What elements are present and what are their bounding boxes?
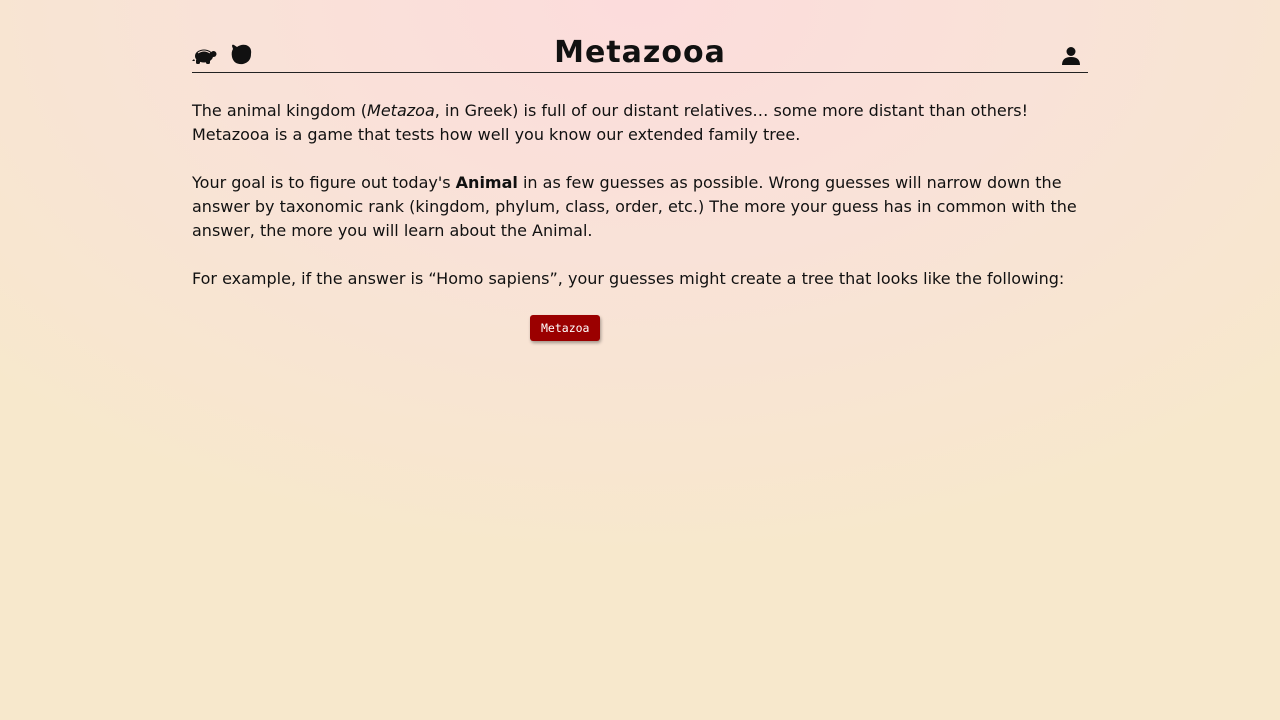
p2-text-after: in as few guesses as possible. Wrong guesses will narrow down the answer by taxonomic rank (kingdom, phylum, class, order, etc.) The more your guess has in common with the answer, the more you will learn about the Animal. xyxy=(192,173,1077,240)
intro-paragraph-2 xyxy=(192,171,1088,243)
p2-bold: Animal xyxy=(455,173,518,192)
example-tree xyxy=(192,315,1088,355)
intro-paragraph-3: For example, if the answer is “Homo sapiens”, your guesses might create a tree that looks like the following: xyxy=(192,269,1065,288)
p1-text-after: , in Greek) is full of our distant relatives… some more distant than others! Metazooa is a game that tests how well you know our extended family tree. xyxy=(192,101,1029,144)
user-icon[interactable] xyxy=(1060,45,1086,71)
page-title: Metazooa xyxy=(554,35,726,70)
tree-node-root[interactable]: Metazoa xyxy=(530,315,600,341)
p1-italic: Metazoa xyxy=(367,101,435,120)
intro-paragraph-1 xyxy=(192,99,1088,147)
header-right xyxy=(1060,45,1086,71)
header xyxy=(192,0,1088,73)
intro-content xyxy=(192,73,1088,355)
main-container xyxy=(192,0,1088,355)
p2-text-before: Your goal is to figure out today's xyxy=(192,173,456,192)
p1-text-before: The animal kingdom ( xyxy=(192,101,368,120)
